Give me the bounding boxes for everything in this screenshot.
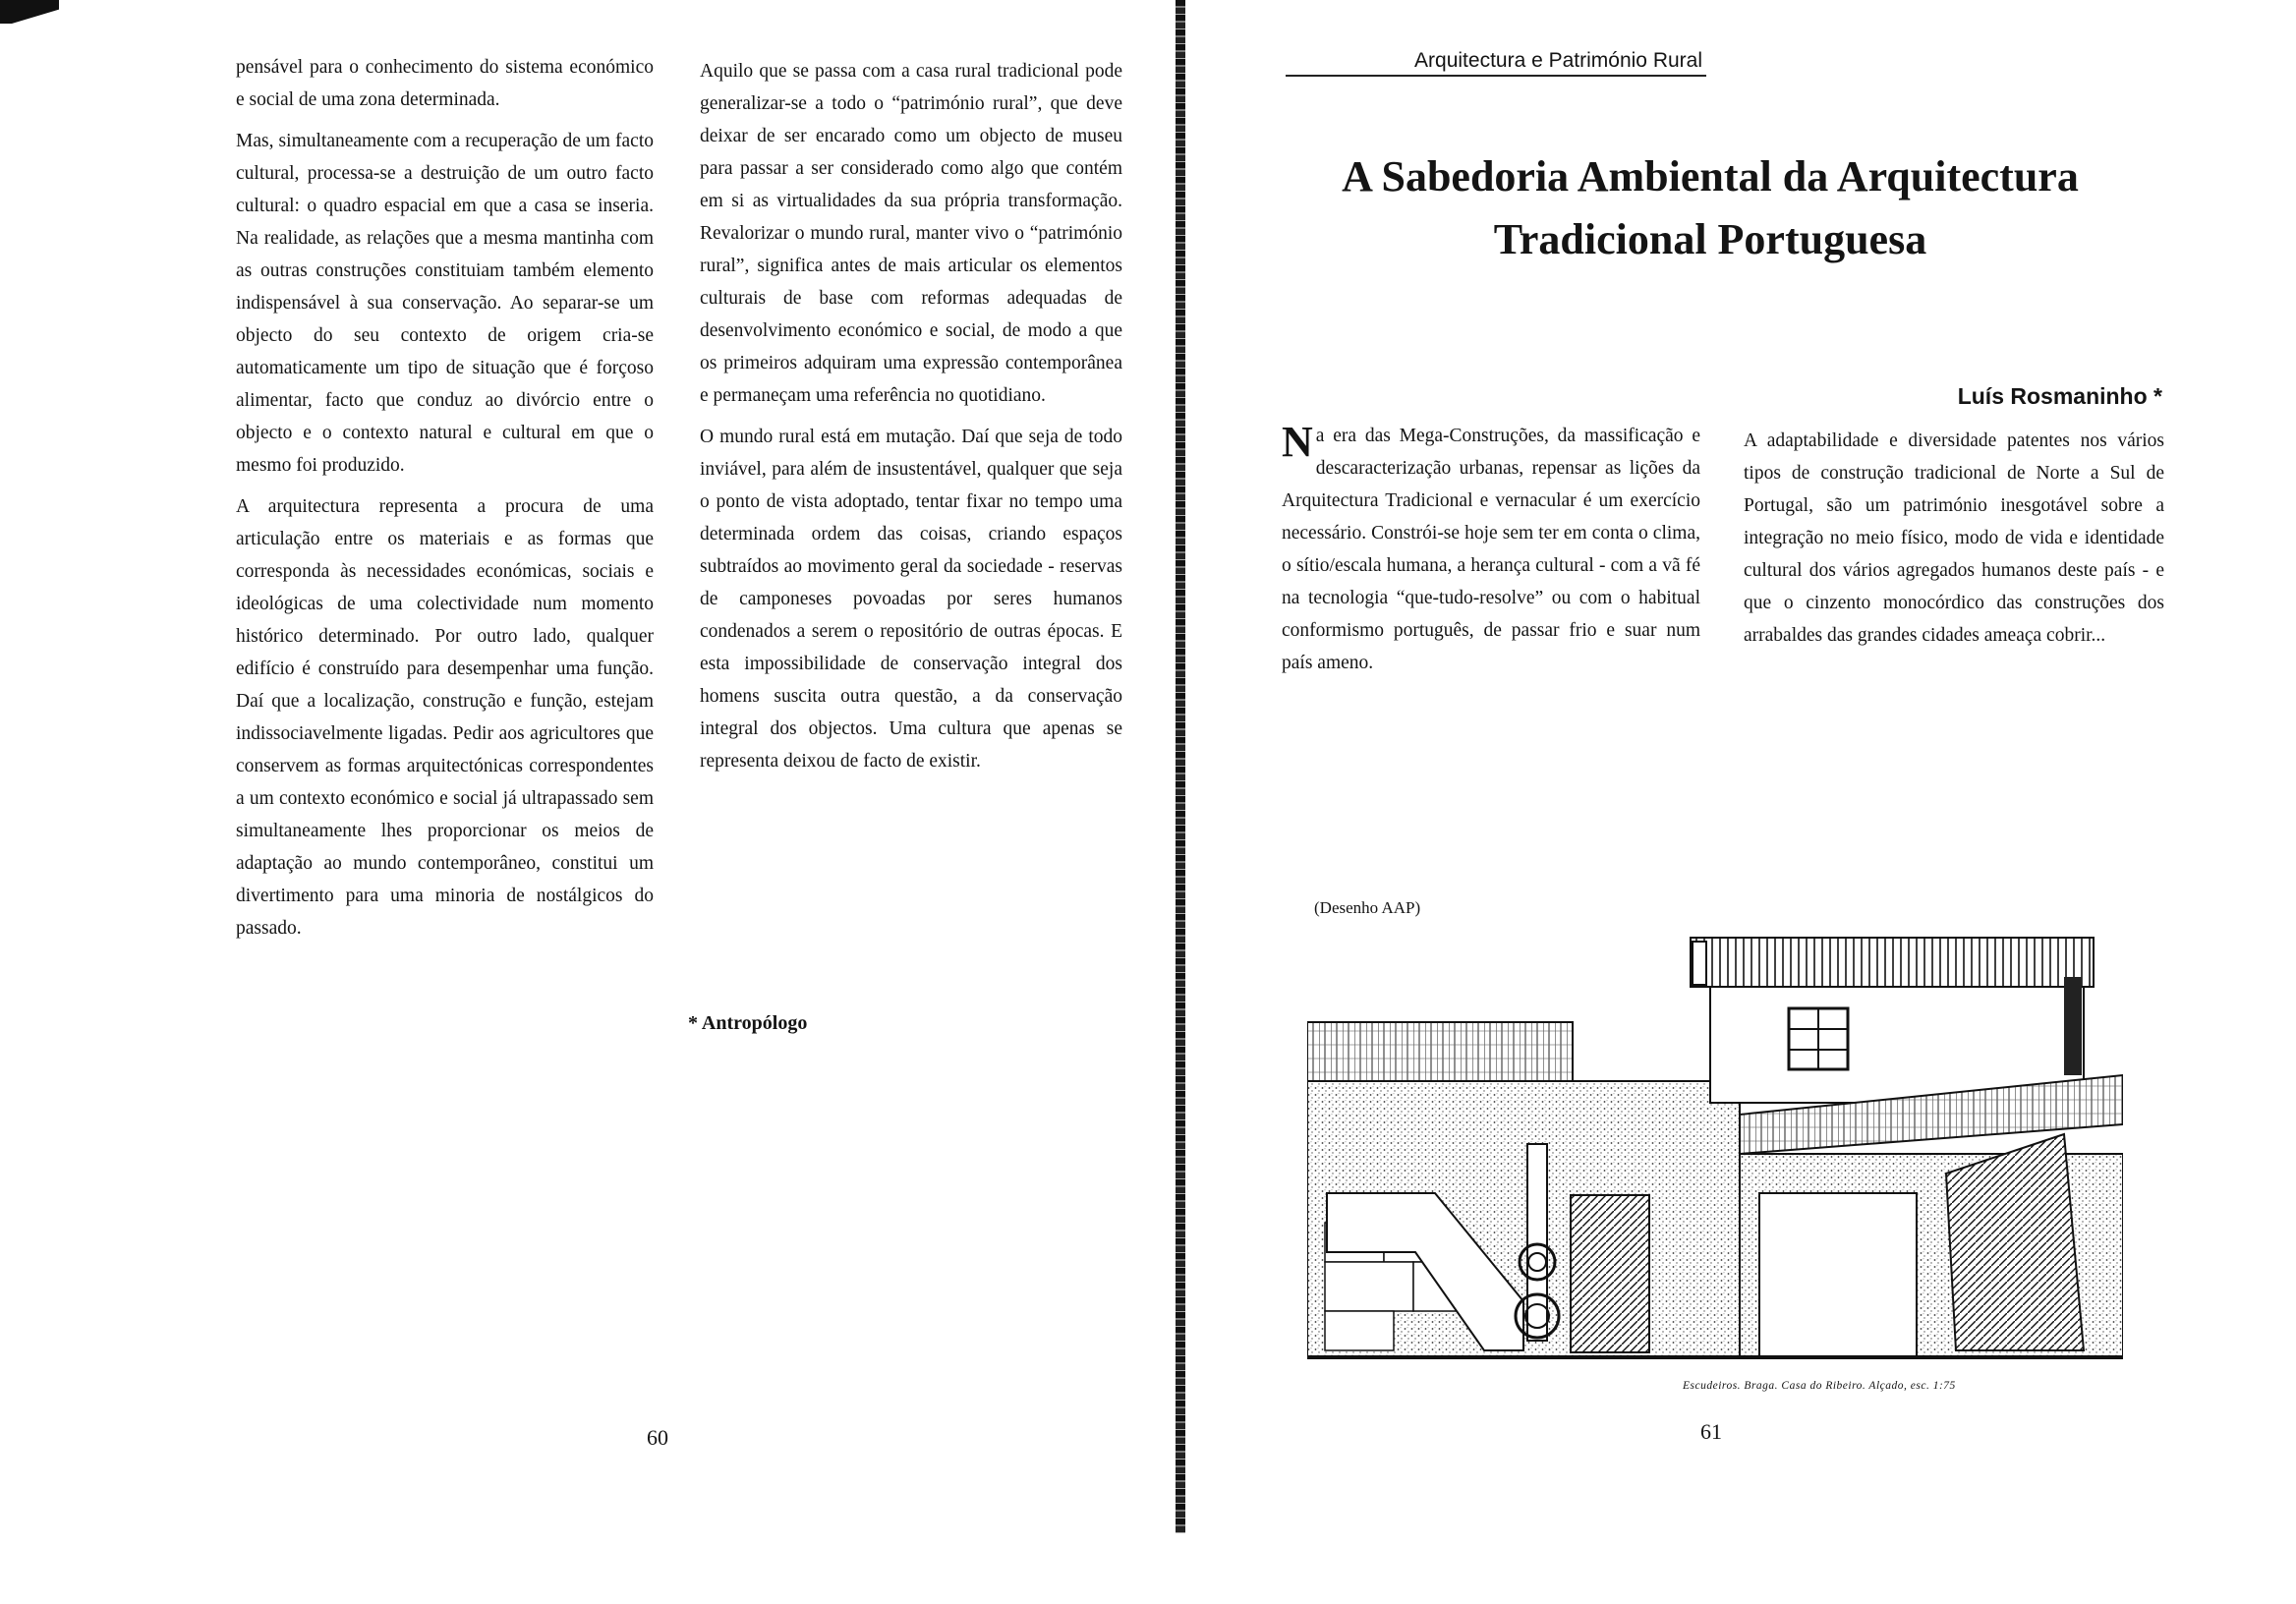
left-page-column-1 [236,51,654,953]
title-line-1: A Sabedoria Ambiental da Arquitectura [1342,152,2079,200]
drawing-credit: (Desenho AAP) [1314,898,1421,917]
section-header: Arquitectura e Património Rural [1286,49,1706,77]
author-name: Luís Rosmaninho * [1957,383,2162,409]
page-number-right: 61 [1700,1419,1722,1444]
right-page-column-2 [1744,425,2164,660]
drop-cap: N [1282,418,1313,466]
doorway-left [1571,1195,1649,1352]
white-block [1759,1193,1917,1356]
paragraph: O mundo rural está em mutação. Daí que seja de todo inviável, para além de insustentável, qualquer que seja o ponto de vista adoptado, tentar fixar no tempo uma determinada ordem das coisas, criando espaços subtraídos ao movimento geral da sociedade - reservas de camponeses povoadas por seres humanos condenados a serem o repositório de outras épocas. E esta impossibilidade de conservação integral dos homens suscita outra questão, a da conservação integral dos objectos. Uma cultura que apenas se representa deixou de facto de existir. [700,427,1122,772]
page-number-left: 60 [647,1425,668,1450]
right-page-column-1 [1282,420,1700,688]
railing-post [1527,1144,1547,1341]
book-spine [1176,0,1185,1533]
article-title [1268,145,2152,271]
scan-corner-mark [0,0,59,24]
paragraph: pensável para o conhecimento do sistema económico e social de uma zona determinada. [236,57,654,110]
title-line-2: Tradicional Portuguesa [1493,215,1927,263]
chimney [1693,942,1706,985]
paragraph: Mas, simultaneamente com a recuperação de um facto cultural, processa-se a destruição de um outro facto cultural: o quadro espacial em que a casa se inseria. Na realidade, as relações que a mesma mantinha com as outras construções constituiam também elemento indispensável à sua conservação. Ao separar-se um objecto do seu contexto de origem cria-se automaticamente um tipo de situação que é forçoso alimentar, facto que conduz ao divórcio entre o objecto e o contexto natural e cultural em que o mesmo foi produzido. [236,131,654,476]
footnote: * Antropólogo [688,1012,808,1034]
intro-paragraph [1282,420,1700,679]
intro-text: a era das Mega-Construções, da massificação e descaracterização urbanas, repensar as lições da Arquitectura Tradicional e vernacular é um exercício necessário. Constrói-se hoje sem ter em conta o clima, o sítio/escala humana, a herança cultural - com a vã fé na tecnologia “que-tudo-resolve” ou com o habitual conformismo português, de passar frio e suar num país ameno. [1282,426,1700,673]
upper-house-railing [1691,938,2094,987]
paragraph: A adaptabilidade e diversidade patentes nos vários tipos de construção tradicional de Norte a Sul de Portugal, são um património inesgotável sobre a integração no meio físico, modo de vida e identidade cultural dos vários agregados humanos deste país - e que o cinzento monocórdico das construções dos arrabaldes das grandes cidades ameaça cobrir... [1744,430,2164,646]
timber-stair-right [1946,1134,2084,1350]
left-page-column-2 [700,55,1122,786]
lantern-post [2064,977,2082,1075]
roof-left [1307,1022,1573,1081]
drawing-caption: Escudeiros. Braga. Casa do Ribeiro. Alçado, esc. 1:75 [1683,1380,1956,1392]
paragraph: A arquitectura representa a procura de uma articulação entre os materiais e as formas que corresponda às necessidades económicas, sociais e ideológicas de uma colectividade num momento histórico determinado. Por outro lado, qualquer edifício é construído para desempenhar uma função. Daí que a localização, construção e função, estejam indissociavelmente ligadas. Pedir aos agricultores que conservem as formas arquitectónicas correspondentes a um contexto económico e social já ultrapassado sem simultaneamente lhes proporcionar os meios de adaptação ao mundo contemporâneo, constitui um divertimento para uma minoria de nostálgicos do passado. [236,496,654,939]
architectural-drawing [1307,928,2123,1362]
paragraph: Aquilo que se passa com a casa rural tradicional pode generalizar-se a todo o “património rural”, que deve deixar de ser encarado como um objecto de museu para passar a ser considerado como algo que contém em si as virtualidades da sua própria transformação. Revalorizar o mundo rural, manter vivo o “património rural”, significa antes de mais articular os elementos culturais de base com reformas adequadas de desenvolvimento económico e social, de modo a que os primeiros adquiram uma expressão contemporânea e permaneçam uma referência no quotidiano. [700,61,1122,406]
